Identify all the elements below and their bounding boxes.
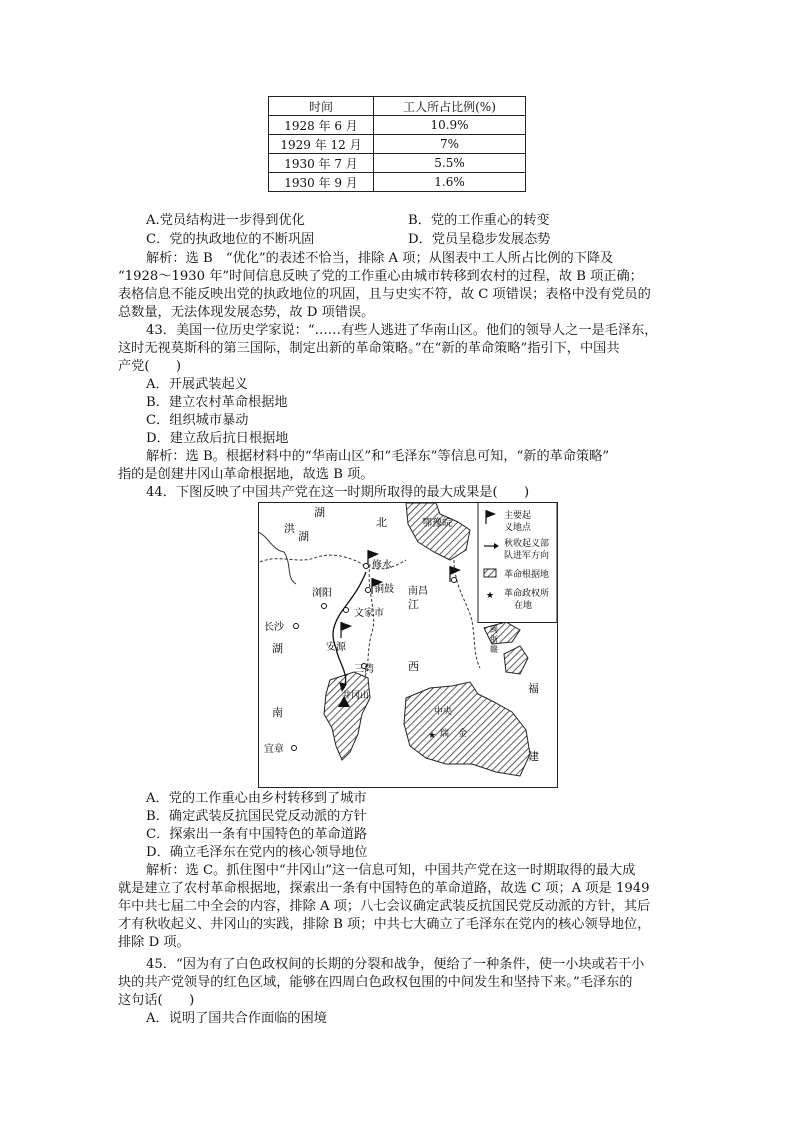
map-label: 修水 <box>372 560 392 571</box>
map-label: 铜鼓 <box>374 584 394 595</box>
q43-option-b: B．建立农村革命根据地 <box>146 395 288 410</box>
revolution-map <box>258 502 558 788</box>
map-label: 赣 <box>490 645 498 654</box>
town-marker-changsha <box>294 624 299 629</box>
q43-stem-line: 这时无视莫斯科的第三国际，制定出新的革命策略。”在“新的革命策略”指引下，中国共 <box>118 341 620 356</box>
legend-label: 革命政权所 <box>504 589 550 599</box>
legend-label: 革命根据地 <box>504 570 550 580</box>
map-label: 建 <box>528 750 539 763</box>
table-cell: 5.5% <box>374 154 526 173</box>
q42-analysis-line: 表格信息不能反映出党的执政地位的巩固，且与史实不符，故 C 项错误；表格中没有党员的 <box>118 287 651 302</box>
map-label: 西 <box>408 660 419 673</box>
map-label: 洪 <box>284 522 295 535</box>
q42-option-b: B．党的工作重心的转变 <box>408 213 550 228</box>
table-cell: 1930 年 9 月 <box>269 173 374 192</box>
table-row <box>269 173 526 192</box>
legend-label: 义地点 <box>504 523 532 533</box>
q44-option-d: D．确立毛泽东在党内的核心领导地位 <box>146 845 368 860</box>
q42-analysis-line: 总数量，无法体现发展态势，故 D 项错误。 <box>118 305 375 320</box>
q45-stem-line: 45．“因为有了白色政权间的长期的分裂和战争，便给了一种条件，使一小块或若干小 <box>146 957 645 972</box>
legend-hatch-icon <box>484 569 496 577</box>
q43-stem-line: 产党( ) <box>118 359 182 374</box>
map-label: 南昌 <box>408 586 428 597</box>
q44-option-b: B．确定武装反抗国民党反动派的方针 <box>146 809 367 824</box>
map-label: 湖 <box>314 506 325 519</box>
map-label: 南 <box>272 706 283 719</box>
table-header-time: 时间 <box>269 97 374 116</box>
table-header-row <box>269 97 526 116</box>
map-label: 浙 <box>490 635 498 644</box>
map-label: 井冈山 <box>342 691 370 701</box>
q42-analysis-line: 解析：选 B “优化”的表述不恰当，排除 A 项；从图表中工人所占比例的下降及 <box>146 251 614 266</box>
q44-option-a: A．党的工作重心由乡村转移到了城市 <box>146 791 367 806</box>
town-marker-yizhang <box>292 746 297 751</box>
map-label: 福 <box>528 682 539 695</box>
legend-label: 秋收起义部 <box>504 539 550 549</box>
map-label: 湖 <box>298 530 309 543</box>
map-label: 瑞 金 <box>440 729 468 739</box>
table-row <box>269 116 526 135</box>
map-label: 文家市 <box>354 608 384 619</box>
table-row <box>269 135 526 154</box>
map-label: 长沙 <box>264 622 284 633</box>
map-label: 浏阳 <box>312 588 332 599</box>
q45-stem-line: 块的共产党领导的红色区域，能够在四周白色政权包围的中间发生和坚持下来。”毛泽东的 <box>118 975 633 990</box>
q44-analysis-line: 才有秋收起义、井冈山的实践，排除 B 项；中共七大确立了毛泽东在党内的核心领导地位， <box>118 917 651 932</box>
map-label: 湖 <box>272 642 283 655</box>
ruijin-capital-icon: ★ <box>428 731 437 741</box>
q43-option-c: C．组织城市暴动 <box>146 413 249 428</box>
q44-analysis-line: 解析：选 C。抓住图中“井冈山”这一信息可知，中国共产党在这一时期取得的最大成 <box>146 863 636 878</box>
q42-option-d: D．党员呈稳步发展态势 <box>408 232 551 247</box>
legend-label: 主要起 <box>504 511 532 521</box>
table-cell: 1929 年 12 月 <box>269 135 374 154</box>
table-row <box>269 154 526 173</box>
q45-stem-line: 这句话( ) <box>118 993 195 1008</box>
legend-label: 队进军方向 <box>504 551 550 561</box>
map-label: 中央 <box>434 707 453 717</box>
table-cell: 1930 年 7 月 <box>269 154 374 173</box>
q43-stem-line: 43．美国一位历史学家说：“……有些人逃进了华南山区。他们的领导人之一是毛泽东， <box>146 323 658 338</box>
q44-option-c: C．探索出一条有中国特色的革命道路 <box>146 827 368 842</box>
table-cell: 1.6% <box>374 173 526 192</box>
q42-option-a: A.党员结构进一步得到优化 <box>146 213 305 228</box>
q43-option-d: D．建立敌后抗日根据地 <box>146 431 289 446</box>
q42-analysis-line: “1928～1930 年”时间信息反映了党的工作重心由城市转移到农村的过程，故 B 项正确； <box>118 269 643 284</box>
q44-analysis-line: 就是建立了农村革命根据地，探索出一条有中国特色的革命道路，故选 C 项；A 项是 1949 <box>118 881 650 896</box>
table-cell: 1928 年 6 月 <box>269 116 374 135</box>
town-marker-xiushui <box>364 564 369 569</box>
worker-ratio-table <box>268 96 526 192</box>
q42-option-c: C．党的执政地位的不断巩固 <box>146 232 315 247</box>
map-label: 安源 <box>326 642 346 653</box>
map-label: 江 <box>408 598 419 611</box>
map-label: 鄂豫皖 <box>422 518 452 529</box>
legend-label: 在地 <box>514 601 533 611</box>
map-label: 宜章 <box>264 744 284 755</box>
table-header-ratio: 工人所占比例(%) <box>374 97 526 116</box>
q44-stem: 44．下图反映了中国共产党在这一时期所取得的最大成果是( ) <box>146 485 530 500</box>
q43-analysis-line: 指的是创建井冈山革命根据地，故选 B 项。 <box>118 467 374 482</box>
legend-star-icon: ★ <box>486 591 495 601</box>
town-marker-tonggu <box>366 588 371 593</box>
town-marker-wenjiashi <box>344 608 349 613</box>
q44-analysis-line: 年中共七届二中全会的内容，排除 A 项；八七会议确定武装反抗国民党反动派的方针，其后 <box>118 899 651 914</box>
q45-option-a: A．说明了国共合作面临的困境 <box>146 1011 327 1026</box>
q43-option-a: A．开展武装起义 <box>146 377 248 392</box>
town-marker-liuyang <box>322 604 327 609</box>
q43-analysis-line: 解析：选 B。根据材料中的“华南山区”和“毛泽东”等信息可知，“新的革命策略” <box>146 449 610 464</box>
q44-analysis-line: 排除 D 项。 <box>118 935 190 950</box>
map-label: 三湾 <box>354 664 374 675</box>
table-cell: 7% <box>374 135 526 154</box>
town-marker-nanchang <box>452 578 457 583</box>
map-label: 闽 <box>490 625 498 634</box>
table-cell: 10.9% <box>374 116 526 135</box>
map-label: 北 <box>376 516 387 529</box>
